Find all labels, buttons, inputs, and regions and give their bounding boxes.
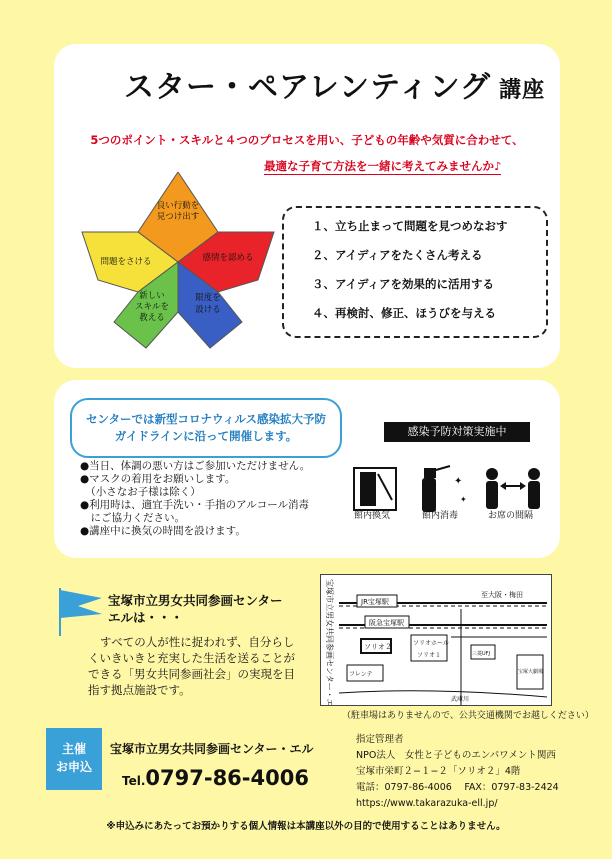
sorio-hall-label: ソリオホール <box>413 640 449 647</box>
star-bottom-right-label-1: 限度を <box>195 293 221 303</box>
bubble-line-1: センターでは新型コロナウィルス感染拡大予防 <box>85 412 326 426</box>
tel-value: 0797-86-4006 <box>145 766 309 790</box>
star-diagram <box>78 172 278 352</box>
star-left-label: 問題をさける <box>100 257 152 267</box>
river-label: 武庫川 <box>451 696 470 703</box>
course-info-card <box>54 44 560 368</box>
mgmt-phone-fax: 電話：0797-86-4006 FAX：0797-83-2424 <box>356 782 559 793</box>
about-title <box>108 592 283 626</box>
step-3: ３、アイディアを効果的に活用する <box>312 277 495 291</box>
website-link[interactable]: https://www.takarazuka-ell.jp/ <box>356 798 498 809</box>
rule-item: ●講座中に換気の時間を設けます。 <box>80 525 246 537</box>
icon-label-disinfection: 館内消毒 <box>422 511 459 521</box>
organizer-label: 主催 <box>61 742 86 756</box>
title-text: スター・ペアレンティング <box>124 70 492 105</box>
star-bottom-left-label-3: 教える <box>139 313 165 323</box>
icon-label-distance: お席の間隔 <box>488 511 534 521</box>
bubble-line-2: ガイドラインに沿って開催します。 <box>114 429 298 443</box>
rule-item: にご協力ください。 <box>80 512 185 524</box>
infection-prevention-notice: 感染予防対策実施中 <box>384 422 530 442</box>
step-1: １、立ち止まって問題を見つめなおす <box>312 219 508 233</box>
map-drawing <box>321 575 551 705</box>
star-bottom-left-label-2: スキルを <box>135 302 169 312</box>
covid-measures-card <box>54 380 560 558</box>
star-top-label-2: 見つけ出す <box>156 212 200 222</box>
parking-note: （駐車場はありませんので、公共交通機関でお越しください） <box>342 711 594 721</box>
about-line: できる「男女共同参画社会」の実現を目 <box>88 667 295 681</box>
privacy-footer: ※申込みにあたってお預かりする個人情報は本講座以外の目的で使用することはありません。 <box>106 821 506 832</box>
organizer-badge <box>46 728 102 790</box>
hankyu-label: 阪急宝塚駅 <box>369 619 404 627</box>
sorio2-label: ソリオ２ <box>364 643 392 651</box>
mgmt-org: NPO法人 女性と子どものエンパワメント関西 <box>356 750 556 761</box>
covid-guideline-bubble <box>70 398 342 458</box>
step-2: ２、アイディアをたくさん考える <box>312 248 483 262</box>
flag-icon <box>56 584 106 638</box>
rule-item: ●マスクの着用をお願いします。 <box>80 473 236 485</box>
svg-text:✦: ✦ <box>454 476 463 487</box>
bank-label: 三菱UFJ <box>472 651 491 657</box>
lead-line-1: 5つのポイント・スキルと４つのプロセスを用い、子どもの年齢や気質に合わせて、 <box>90 133 524 147</box>
star-bottom-left-label-1: 新しい <box>139 291 165 301</box>
phone-number <box>122 766 309 790</box>
frente-label: フレンテ <box>349 671 373 678</box>
about-title-line-2: エルは・・・ <box>108 610 184 625</box>
map-vertical-label: 宝塚市立男女共同参画センター・エル <box>325 579 334 705</box>
rules-list <box>80 460 310 538</box>
rule-item: ●利用時は、適宜手洗い・手指のアルコール消毒 <box>80 499 310 511</box>
application-label: お申込 <box>55 760 92 774</box>
jr-label: JR宝塚駅 <box>361 598 389 606</box>
management-info <box>356 732 559 812</box>
star-right-label: 感情を認める <box>202 253 254 263</box>
about-line: すべての人が性に捉われず、自分らし <box>100 635 295 649</box>
title-suffix: 講座 <box>499 78 546 103</box>
about-title-line-1: 宝塚市立男女共同参画センター <box>108 593 283 608</box>
process-steps-box <box>282 206 548 338</box>
rule-item: ●当日、体調の悪い方はご参加いただけません。 <box>80 460 311 472</box>
icon-label-ventilation: 館内換気 <box>354 511 391 521</box>
rule-item: （小さなお子様は除く） <box>80 486 201 498</box>
about-line: 指す拠点施設です。 <box>88 683 191 697</box>
theater-label: 宝塚大劇場 <box>518 669 544 675</box>
organizer-name: 宝塚市立男女共同参画センター・エル <box>110 742 314 756</box>
distance-icon <box>486 468 540 509</box>
lead-line-2: 最適な子育て方法を一緒に考えてみませんか♪ <box>264 159 502 173</box>
access-map <box>320 574 552 706</box>
step-4: ４、再検討、修正、ほうびを与える <box>312 306 496 320</box>
disinfection-icon <box>422 466 467 512</box>
course-title <box>124 62 545 106</box>
svg-text:✦: ✦ <box>460 495 467 504</box>
sorio1-label: ソリオ１ <box>417 652 441 659</box>
star-bottom-right-label-2: 設ける <box>195 305 221 315</box>
mgmt-address: 宝塚市栄町２−１−２「ソリオ２」4階 <box>356 766 521 777</box>
about-body <box>88 634 295 698</box>
osaka-label: 至大阪・梅田 <box>481 591 523 599</box>
tel-prefix: Tel. <box>122 774 146 788</box>
about-line: くいきいきと充実した生活を送ることが <box>88 651 295 665</box>
ventilation-icon <box>354 468 396 510</box>
star-top-label-1: 良い行動を <box>156 201 200 211</box>
river-line <box>339 691 547 697</box>
mgmt-label: 指定管理者 <box>356 734 404 745</box>
